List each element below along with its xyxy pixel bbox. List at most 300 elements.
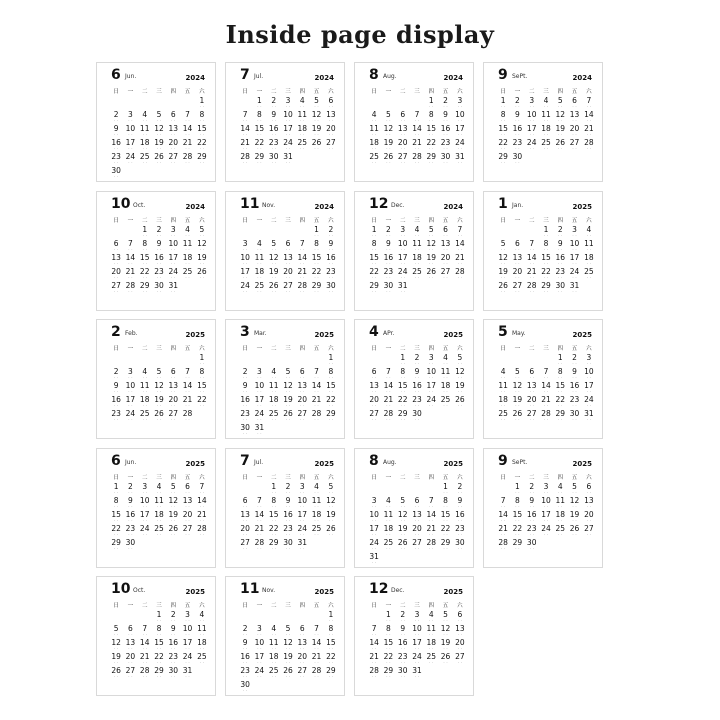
day-cell — [410, 624, 424, 638]
day-number: 4 — [299, 96, 305, 105]
day-cell — [281, 624, 295, 638]
day-cell — [267, 652, 281, 666]
weekday-label: 日 — [113, 346, 119, 352]
weekday-label: 三 — [156, 346, 162, 352]
lunar-date-note: ・・ — [542, 233, 549, 238]
year-label: 2025 — [314, 459, 334, 468]
lunar-date-note: ・・ — [242, 390, 249, 394]
lunar-date-note: ・・ — [428, 105, 435, 109]
lunar-date-note: ・・ — [127, 661, 134, 665]
day-number: 20 — [584, 509, 594, 519]
day-cell — [525, 538, 539, 552]
lunar-date-note: ・・ — [456, 275, 463, 280]
empty-day-cell — [267, 610, 281, 624]
day-number: 17 — [125, 138, 136, 147]
day-number: 24 — [297, 523, 308, 533]
lunar-date-note: ・・ — [456, 633, 463, 637]
day-cell — [453, 225, 467, 239]
lunar-date-note: ・・ — [284, 105, 291, 109]
day-cell — [553, 96, 567, 110]
lunar-date-note: ・・ — [514, 404, 521, 408]
lunar-date-note: ・・ — [256, 647, 263, 651]
lunar-date-note: ・・ — [242, 418, 249, 422]
weekday-label: 三 — [414, 89, 420, 95]
day-cell — [510, 239, 524, 253]
day-cell — [109, 381, 123, 395]
lunar-date-note: ・・ — [184, 619, 191, 623]
lunar-date-note: ・・ — [428, 147, 435, 151]
lunar-date-note: ・・ — [270, 147, 277, 151]
lunar-date-note: ・・ — [155, 518, 162, 523]
lunar-date-note: ・・ — [456, 233, 463, 238]
lunar-date-note: ・・ — [428, 619, 435, 623]
day-number: 17 — [240, 266, 250, 276]
lunar-date-note: ・・ — [528, 390, 535, 394]
weekday-label: 二 — [141, 346, 148, 352]
day-number: 11 — [440, 367, 451, 376]
day-number: 27 — [111, 280, 121, 290]
lunar-date-note: ・・ — [256, 161, 263, 165]
lunar-date-note: ・・ — [113, 504, 120, 509]
lunar-date-note: ・・ — [242, 161, 249, 165]
weekday-row — [367, 474, 467, 482]
weekday-label: 日 — [371, 603, 377, 609]
day-cell — [553, 409, 567, 423]
lunar-date-note: ・・ — [456, 161, 463, 165]
lunar-date-note: ・・ — [514, 376, 521, 380]
day-number: 17 — [541, 509, 551, 519]
lunar-date-note: ・・ — [198, 133, 205, 137]
lunar-date-note: ・・ — [198, 376, 205, 380]
day-cell — [267, 524, 281, 538]
day-cell — [109, 110, 123, 124]
day-number: 19 — [512, 395, 523, 404]
lunar-date-note: ・・ — [385, 147, 392, 151]
day-number: 16 — [240, 652, 250, 661]
lunar-date-note: ・・ — [500, 546, 507, 551]
lunar-date-note: ・・ — [413, 275, 420, 280]
day-number: 5 — [328, 481, 334, 491]
lunar-date-note: ・・ — [371, 532, 378, 537]
day-number: 18 — [555, 509, 566, 519]
lunar-date-note: ・・ — [371, 275, 378, 280]
day-cell — [496, 110, 510, 124]
day-number: 12 — [397, 509, 408, 519]
day-number: 17 — [369, 523, 379, 533]
weekday-label: 四 — [170, 603, 177, 609]
empty-day-cell — [367, 96, 381, 110]
day-cell — [309, 524, 323, 538]
lunar-date-note: ・・ — [500, 376, 507, 380]
day-number: 25 — [440, 395, 451, 404]
day-cell — [410, 666, 424, 680]
day-number: 8 — [400, 367, 406, 376]
weekday-label: 五 — [313, 217, 320, 224]
day-cell — [252, 152, 266, 166]
day-number: 3 — [128, 367, 133, 376]
day-cell — [180, 510, 194, 524]
day-number: 31 — [297, 537, 308, 547]
day-cell — [396, 110, 410, 124]
day-cell — [138, 225, 152, 239]
month-abbreviation: SePt. — [512, 458, 528, 466]
day-cell — [582, 395, 596, 409]
weekday-row — [109, 345, 209, 353]
day-cell — [166, 510, 180, 524]
weekday-label: 日 — [500, 346, 506, 352]
lunar-date-note: ・・ — [428, 261, 435, 266]
lunar-date-note: ・・ — [270, 390, 277, 394]
day-number: 18 — [254, 266, 265, 276]
day-cell — [324, 666, 338, 680]
day-cell — [109, 624, 123, 638]
day-cell — [180, 624, 194, 638]
day-number: 2 — [242, 624, 248, 633]
weekday-label: 日 — [371, 346, 377, 352]
weekday-label: 五 — [184, 603, 191, 609]
day-cell — [367, 538, 381, 552]
day-number: 7 — [386, 367, 391, 376]
day-number: 25 — [268, 409, 279, 418]
lunar-date-note: ・・ — [299, 133, 306, 137]
day-cell — [267, 381, 281, 395]
lunar-date-note: ・・ — [327, 418, 334, 422]
lunar-date-note: ・・ — [500, 504, 507, 509]
lunar-date-note: ・・ — [284, 647, 291, 651]
lunar-date-note: ・・ — [141, 376, 148, 380]
day-cell — [496, 138, 510, 152]
day-cell — [138, 367, 152, 381]
day-grid — [109, 482, 209, 566]
day-cell — [396, 395, 410, 409]
day-cell — [567, 510, 581, 524]
day-cell — [166, 110, 180, 124]
year-label: 2025 — [572, 459, 592, 468]
day-cell — [281, 96, 295, 110]
lunar-date-note: ・・ — [270, 504, 277, 509]
day-number: 28 — [297, 280, 308, 290]
month-abbreviation: Nov. — [262, 201, 276, 209]
month-header — [226, 320, 344, 346]
empty-day-cell — [123, 610, 137, 624]
day-number: 5 — [199, 224, 205, 234]
weekday-label: 一 — [127, 89, 134, 95]
day-cell — [525, 367, 539, 381]
month-abbreviation: Jan. — [512, 201, 524, 209]
day-number: 10 — [569, 238, 580, 248]
day-cell — [367, 281, 381, 295]
lunar-date-note: ・・ — [113, 289, 120, 294]
lunar-date-note: ・・ — [198, 119, 205, 123]
day-cell — [238, 253, 252, 267]
day-cell — [396, 381, 410, 395]
lunar-date-note: ・・ — [270, 161, 277, 165]
day-number: 11 — [383, 509, 394, 519]
day-number: 6 — [170, 367, 176, 376]
month-number: 6 — [111, 452, 121, 469]
lunar-date-note: ・・ — [514, 390, 521, 394]
day-number: 9 — [113, 381, 119, 390]
day-number: 4 — [443, 353, 448, 362]
day-cell — [496, 239, 510, 253]
day-number: 27 — [182, 523, 193, 533]
day-number: 21 — [311, 652, 322, 661]
day-cell — [267, 538, 281, 552]
day-cell — [438, 496, 452, 510]
day-cell — [267, 96, 281, 110]
lunar-date-note: ・・ — [270, 518, 277, 523]
lunar-date-note: ・・ — [585, 504, 592, 509]
lunar-date-note: ・・ — [141, 404, 148, 408]
day-number: 9 — [443, 110, 448, 119]
day-cell — [123, 239, 137, 253]
day-cell — [582, 409, 596, 423]
lunar-date-note: ・・ — [141, 119, 148, 123]
lunar-date-note: ・・ — [442, 504, 449, 509]
day-number: 6 — [128, 624, 133, 633]
day-number: 7 — [414, 110, 420, 119]
lunar-date-note: ・・ — [413, 518, 420, 523]
day-cell — [166, 395, 180, 409]
lunar-date-note: ・・ — [585, 261, 592, 266]
day-number: 8 — [515, 495, 520, 505]
lunar-date-note: ・・ — [256, 133, 263, 137]
lunar-date-note: ・・ — [284, 390, 291, 394]
lunar-date-note: ・・ — [270, 404, 277, 408]
empty-day-cell — [367, 353, 381, 367]
weekday-label: 六 — [586, 346, 592, 352]
weekday-label: 四 — [428, 217, 435, 224]
day-number: 5 — [457, 353, 463, 362]
day-number: 2 — [328, 224, 334, 234]
lunar-date-note: ・・ — [141, 233, 148, 238]
lunar-date-note: ・・ — [141, 147, 148, 151]
lunar-date-note: ・・ — [542, 504, 549, 509]
day-cell — [539, 381, 553, 395]
month-header — [97, 577, 215, 603]
weekday-row — [109, 474, 209, 482]
weekday-label: 日 — [500, 474, 506, 481]
month-header — [484, 449, 602, 475]
lunar-date-note: ・・ — [127, 275, 134, 280]
day-cell — [295, 652, 309, 666]
day-number: 3 — [242, 238, 248, 248]
day-number: 6 — [400, 110, 406, 119]
lunar-date-note: ・・ — [428, 633, 435, 637]
lunar-date-note: ・・ — [500, 518, 507, 523]
day-cell — [367, 638, 381, 652]
day-cell — [138, 152, 152, 166]
day-cell — [123, 652, 137, 666]
weekday-label: 三 — [285, 474, 291, 481]
day-cell — [123, 281, 137, 295]
day-number: 10 — [426, 367, 437, 376]
day-number: 6 — [285, 238, 291, 248]
day-cell — [525, 110, 539, 124]
day-number: 13 — [326, 110, 336, 119]
day-cell — [267, 510, 281, 524]
lunar-date-note: ・・ — [313, 147, 320, 151]
day-cell — [281, 666, 295, 680]
day-number: 8 — [271, 495, 277, 505]
day-cell — [238, 510, 252, 524]
lunar-date-note: ・・ — [170, 647, 177, 651]
lunar-date-note: ・・ — [528, 247, 535, 252]
day-number: 14 — [541, 381, 551, 390]
day-number: 11 — [154, 495, 164, 505]
year-label: 2024 — [572, 74, 592, 82]
day-number: 24 — [168, 266, 179, 276]
day-cell — [252, 267, 266, 281]
lunar-date-note: ・・ — [571, 362, 578, 366]
day-cell — [152, 666, 166, 680]
lunar-date-note: ・・ — [413, 362, 420, 366]
day-number: 13 — [168, 124, 179, 133]
weekday-label: 六 — [328, 217, 334, 224]
day-number: 3 — [572, 224, 577, 234]
day-cell — [252, 624, 266, 638]
day-number: 19 — [111, 652, 121, 661]
lunar-date-note: ・・ — [571, 261, 578, 266]
day-grid — [496, 225, 596, 309]
lunar-date-note: ・・ — [299, 490, 306, 495]
lunar-date-note: ・・ — [456, 504, 463, 509]
lunar-date-note: ・・ — [127, 647, 134, 651]
empty-day-cell — [267, 225, 281, 239]
lunar-date-note: ・・ — [585, 362, 592, 366]
day-cell — [496, 510, 510, 524]
weekday-label: 五 — [442, 603, 449, 609]
day-cell — [438, 395, 452, 409]
weekday-label: 二 — [399, 346, 406, 352]
day-cell — [396, 496, 410, 510]
day-cell — [123, 395, 137, 409]
lunar-date-note: ・・ — [155, 619, 162, 623]
month-number: 7 — [240, 452, 250, 469]
day-number: 24 — [526, 138, 537, 147]
month-card — [225, 319, 345, 439]
day-cell — [295, 138, 309, 152]
weekday-row — [238, 474, 338, 482]
day-cell — [438, 538, 452, 552]
day-cell — [496, 496, 510, 510]
day-number: 12 — [268, 252, 279, 262]
day-cell — [295, 124, 309, 138]
lunar-date-note: ・・ — [571, 289, 578, 294]
lunar-date-note: ・・ — [127, 518, 134, 523]
day-cell — [553, 239, 567, 253]
day-number: 19 — [283, 652, 293, 661]
day-number: 26 — [426, 266, 437, 276]
day-cell — [582, 510, 596, 524]
lunar-date-note: ・・ — [371, 560, 378, 565]
weekday-label: 五 — [571, 474, 578, 481]
weekday-label: 日 — [242, 603, 248, 609]
day-cell — [109, 267, 123, 281]
day-cell — [396, 638, 410, 652]
lunar-date-note: ・・ — [528, 418, 535, 422]
month-number: 11 — [240, 581, 260, 597]
day-number: 24 — [412, 652, 422, 661]
day-cell — [138, 624, 152, 638]
day-cell — [180, 124, 194, 138]
weekday-row — [367, 217, 467, 225]
lunar-date-note: ・・ — [270, 376, 277, 380]
day-grid — [367, 225, 467, 309]
year-label: 2024 — [185, 202, 205, 211]
weekday-label: 二 — [141, 474, 148, 481]
day-number: 22 — [254, 138, 265, 147]
day-cell — [453, 496, 467, 510]
lunar-date-note: ・・ — [385, 119, 392, 123]
day-number: 16 — [154, 252, 164, 262]
day-cell — [567, 395, 581, 409]
day-cell — [453, 510, 467, 524]
lunar-date-note: ・・ — [113, 376, 120, 380]
day-number: 18 — [139, 138, 150, 147]
lunar-date-note: ・・ — [270, 675, 277, 679]
day-number: 28 — [311, 409, 322, 418]
weekday-label: 二 — [141, 603, 148, 609]
lunar-date-note: ・・ — [371, 233, 378, 238]
day-number: 7 — [185, 110, 190, 119]
day-cell — [510, 395, 524, 409]
day-cell — [309, 638, 323, 652]
day-number: 6 — [113, 238, 119, 248]
lunar-date-note: ・・ — [428, 233, 435, 238]
day-cell — [453, 96, 467, 110]
lunar-date-note: ・・ — [155, 119, 162, 123]
lunar-date-note: ・・ — [170, 233, 177, 238]
lunar-date-note: ・・ — [256, 404, 263, 408]
day-number: 17 — [397, 252, 408, 262]
lunar-date-note: ・・ — [299, 289, 306, 294]
lunar-date-note: ・・ — [256, 247, 263, 252]
day-cell — [553, 367, 567, 381]
day-cell — [525, 124, 539, 138]
lunar-date-note: ・・ — [500, 404, 507, 408]
weekday-label: 一 — [256, 346, 263, 352]
day-cell — [396, 409, 410, 423]
lunar-date-note: ・・ — [313, 675, 320, 679]
day-number: 16 — [383, 252, 394, 262]
day-cell — [166, 253, 180, 267]
lunar-date-note: ・・ — [198, 647, 205, 651]
day-number: 31 — [168, 280, 179, 290]
day-number: 7 — [185, 367, 190, 376]
day-number: 12 — [512, 381, 523, 390]
day-cell — [438, 610, 452, 624]
lunar-date-note: ・・ — [284, 119, 291, 123]
day-number: 14 — [412, 124, 422, 133]
lunar-date-note: ・・ — [141, 633, 148, 637]
day-number: 21 — [426, 523, 437, 533]
day-number: 9 — [285, 495, 291, 505]
weekday-label: 四 — [428, 474, 435, 481]
lunar-date-note: ・・ — [371, 247, 378, 252]
month-abbreviation: May. — [512, 330, 526, 337]
lunar-date-note: ・・ — [399, 675, 406, 679]
day-cell — [309, 510, 323, 524]
lunar-date-note: ・・ — [256, 633, 263, 637]
day-cell — [195, 138, 209, 152]
day-number: 23 — [154, 266, 164, 276]
lunar-date-note: ・・ — [113, 418, 120, 422]
lunar-date-note: ・・ — [413, 247, 420, 252]
day-number: 3 — [257, 624, 262, 633]
day-number: 4 — [386, 495, 391, 505]
day-cell — [453, 395, 467, 409]
